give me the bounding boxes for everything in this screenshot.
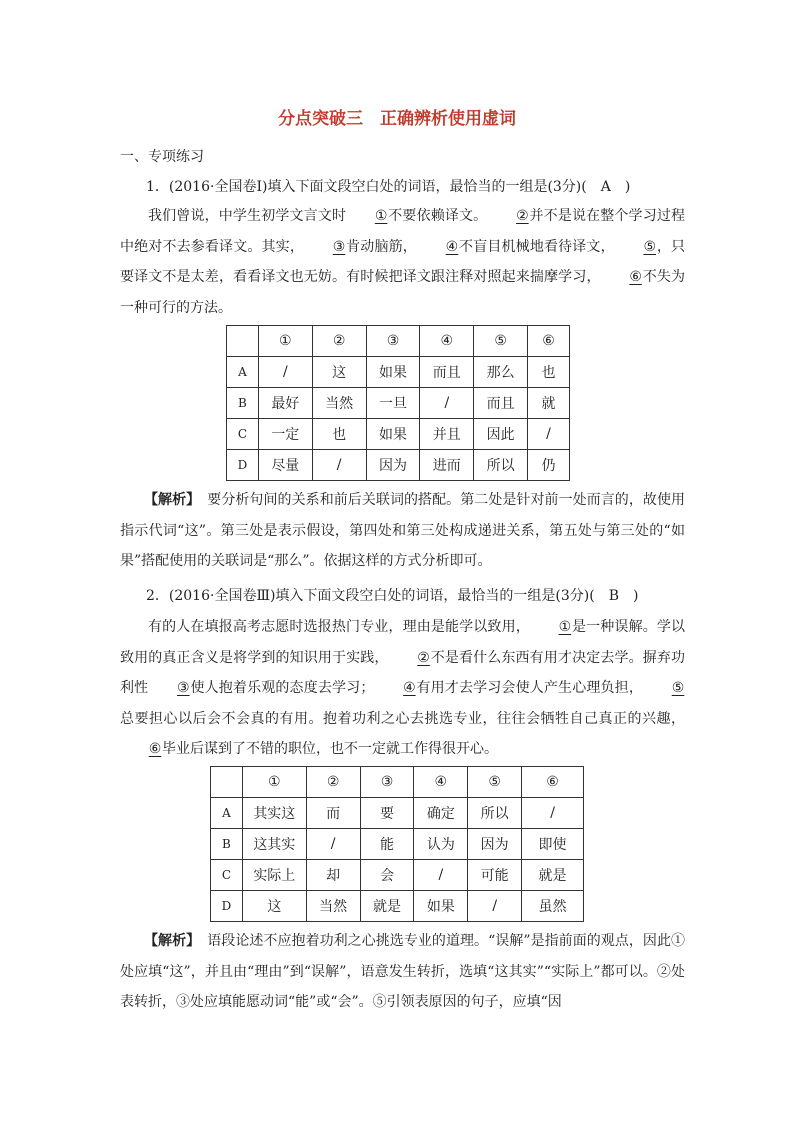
question-1-stem: 1．(2016·全国卷Ⅰ)填入下面文段空白处的词语，最恰当的一组是(3分)( A ) xyxy=(146,179,631,195)
table-row: B 这其实 / 能 认为 因为 即使 xyxy=(211,829,584,860)
blank-6: ⑥ xyxy=(148,741,162,757)
blank-4: ④ xyxy=(403,680,416,696)
blank-5: ⑤ xyxy=(671,680,685,696)
question-1-analysis: 【解析】 要分析句间的关系和前后关联词的搭配。第二处是针对前一处而言的，故使用指示代词“这”。第三处是表示假设，第四处和第三处构成递进关系，第五处与第三处的“如果”搭配使用的关联词是“那么”。依据这样的方式分析即可。 xyxy=(120,492,686,569)
table-row: A / 这 如果 而且 那么 也 xyxy=(227,357,570,388)
blank-3: ③ xyxy=(177,680,190,696)
table-header-row: ① ② ③ ④ ⑤ ⑥ xyxy=(227,326,570,357)
blank-1: ① xyxy=(558,619,572,635)
table-row: B 最好 当然 一旦 / 而且 就 xyxy=(227,388,570,419)
table-row: A 其实这 而 要 确定 所以 / xyxy=(211,798,584,829)
question-2-stem: 2．(2016·全国卷Ⅲ)填入下面文段空白处的词语，最恰当的一组是(3分)( B ) xyxy=(146,588,639,604)
question-2-options-table xyxy=(210,766,584,922)
page-title: 分点突破三 正确辨析使用虚词 xyxy=(278,109,516,129)
question-2-analysis: 【解析】 语段论述不应抱着功利之心挑选专业的道理。“误解”是指前面的观点，因此①处应填“这”，并且由“理由”到“误解”，语意发生转折，选填“这其实”“实际上”都可以。②处表转折，③处应填能愿动词“能”或“会”。⑤引领表原因的句子，应填“因 xyxy=(120,933,686,1010)
section-heading: 一、专项练习 xyxy=(120,149,204,165)
blank-3: ③ xyxy=(332,238,346,255)
blank-6: ⑥ xyxy=(629,269,642,285)
analysis-label: 【解析】 xyxy=(144,492,194,508)
question-1-passage: 我们曾说，中学生初学文言文时 ①不要依赖译文。 ②并不是说在整个学习过程中绝对不去参看译文。其实， ③肯动脑筋， ④不盲目机械地看待译文， ⑤，只要译文不是太差，看看译文也无妨。有时候把译文跟注释对照起来揣摩学习， ⑥不失为一种可行的方法。 xyxy=(120,201,685,323)
analysis-label: 【解析】 xyxy=(144,933,194,949)
blank-5: ⑤ xyxy=(643,238,657,255)
table-row: C 实际上 却 会 / 可能 就是 xyxy=(211,860,584,891)
blank-2: ② xyxy=(417,649,430,666)
blank-4: ④ xyxy=(445,238,459,255)
blank-2: ② xyxy=(516,208,529,224)
blank-1: ① xyxy=(374,208,388,224)
table-header-row: ① ② ③ ④ ⑤ ⑥ xyxy=(211,767,584,798)
question-2-passage: 有的人在填报高考志愿时选报热门专业，理由是能学以致用， ①是一种误解。学以致用的真正含义是将学到的知识用于实践， ②不是看什么东西有用才决定去学。摒弃功利性 ③使人抱着乐观的态度去学习； ④有用才去学习会使人产生心理负担， ⑤总要担心以后会不会真的有用。抱着功利之心去挑选专业，往往会牺牲自己真正的兴趣，⑥毕业后谋到了不错的职位，也不一定就工作得很开心。 xyxy=(120,612,685,765)
question-1-options-table xyxy=(226,325,570,481)
table-row: D 尽量 / 因为 进而 所以 仍 xyxy=(227,450,570,481)
table-row: C 一定 也 如果 并且 因此 / xyxy=(227,419,570,450)
table-row: D 这 当然 就是 如果 / 虽然 xyxy=(211,891,584,922)
